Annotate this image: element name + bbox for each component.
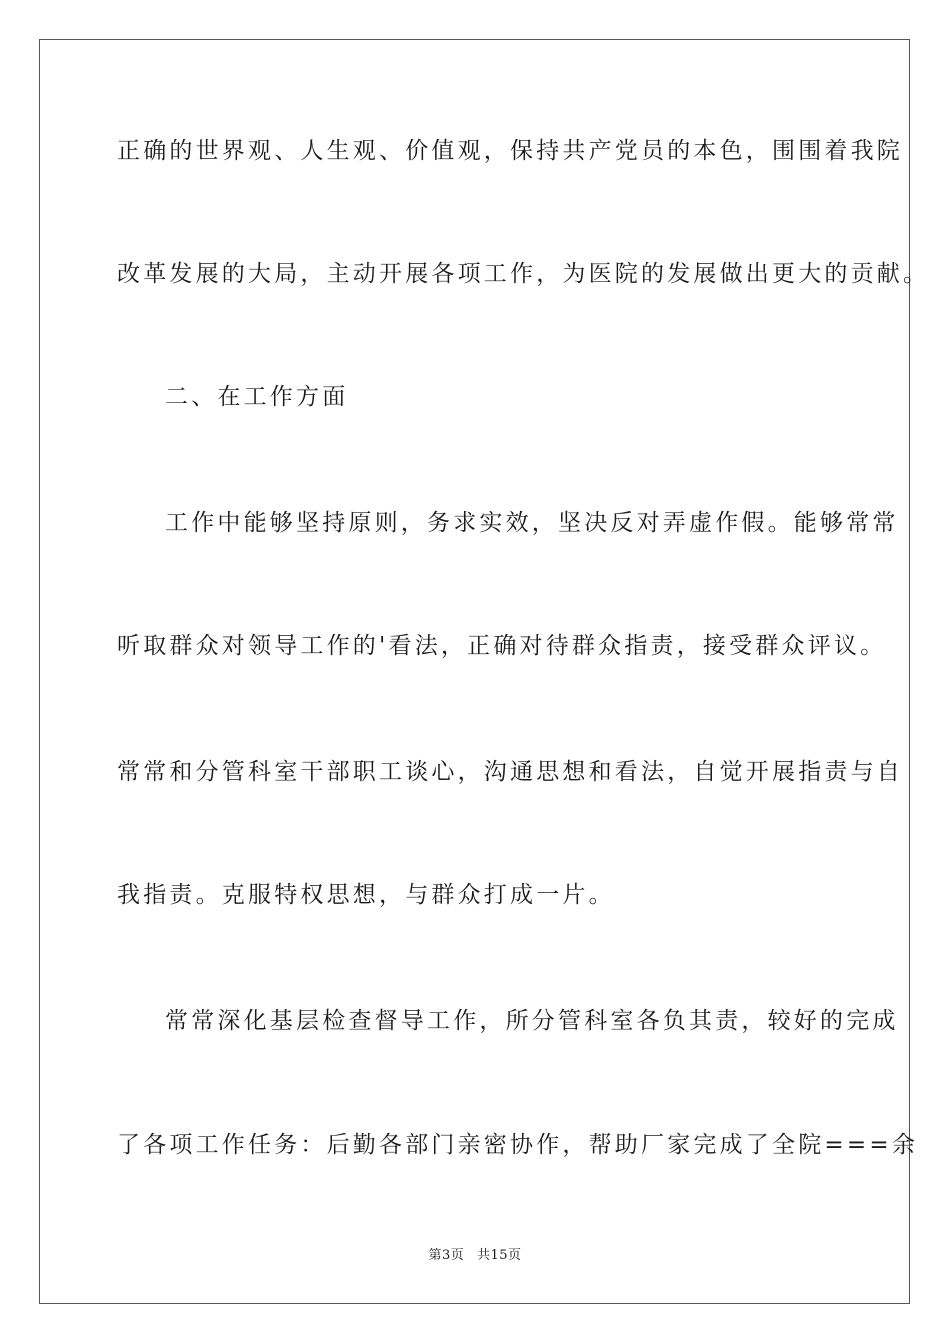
body-line-1: 正确的世界观、人生观、价值观，保持共产党员的本色，围围着我院 [117,138,903,164]
body-line-6: 常常和分管科室干部职工谈心，沟通思想和看法，自觉开展指责与自 [117,759,903,785]
body-line-7: 我指责。克服特权思想，与群众打成一片。 [117,882,615,908]
section-heading: 二、在工作方面 [165,384,349,410]
body-line-5: 听取群众对领导工作的'看法，正确对待群众指责，接受群众评议。 [117,633,887,659]
body-line-8: 常常深化基层检查督导工作，所分管科室各负其责，较好的完成 [165,1008,899,1034]
page-number: 第3页 [428,1248,465,1263]
total-pages: 共15页 [476,1248,522,1263]
body-line-2: 改革发展的大局，主动开展各项工作，为医院的发展做出更大的贡献。 [117,261,930,287]
page-footer [0,1247,950,1265]
body-line-4: 工作中能够坚持原则，务求实效，坚决反对弄虚作假。能够常常 [165,510,899,536]
body-line-9: 了各项工作任务：后勤各部门亲密协作，帮助厂家完成了全院===余 [117,1132,919,1158]
page-border [39,39,930,1304]
